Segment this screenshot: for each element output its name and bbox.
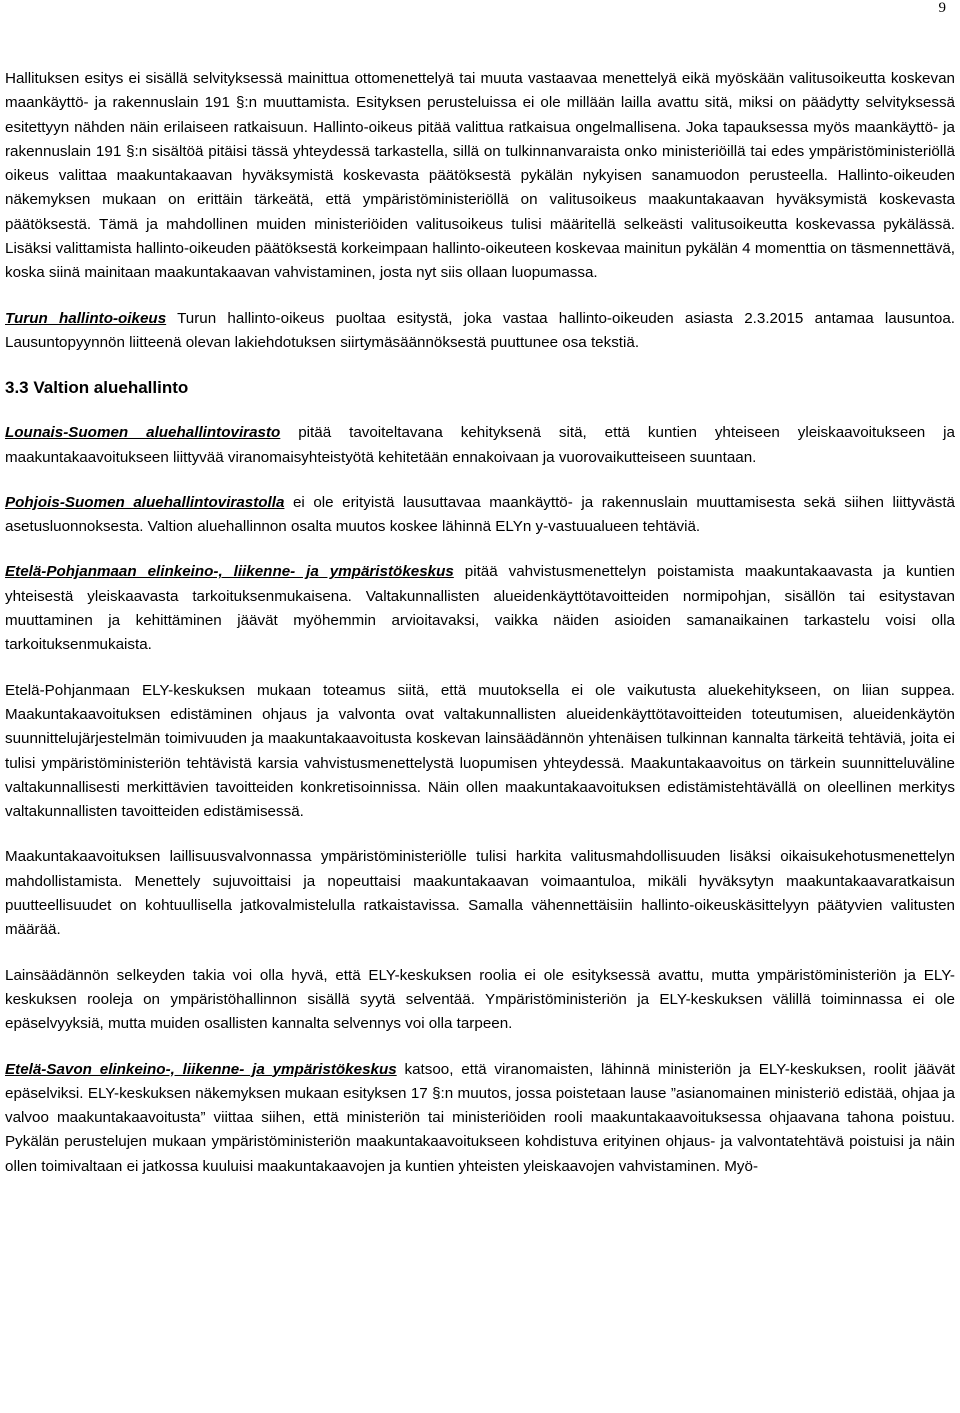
paragraph-7: Maakuntakaavoituksen laillisuusvalvonnassa ympäristöministeriölle tulisi harkita valitusmahdollisuuden lisäksi oikaisukehotusmenettelyn mahdollistamista. Menettely sujuvoittaisi ja nopeuttaisi maakuntakaavan voimaantuloa, mikäli hyväksytyn maakuntakaavaratkaisun puutteellisuudet on kohtuullisella jatkovalmistelulla ratkaistavissa. Samalla vähennettäisiin hallinto-oikeuskäsittelyyn päätyvien valitusten määrää. (5, 848, 955, 939)
paragraph-5-text: pitää vahvistusmenettelyn poistamista maakuntakaavasta ja kuntien yhteisestä yleiskaavasta tarkoituksenmukaisena. Valtakunnallisten alueidenkäyttötavoitteiden normipohjan, sisällön tai esitystavan muuttaminen ja kehittäminen jäävät myöhemmin arvioitavaksi, vaikka näiden asioiden samanaikainen tarkastelu voisi olla tarkoituksenmukaista. (5, 563, 955, 654)
org-name: Etelä-Savon elinkeino-, liikenne- ja ympäristökeskus (5, 1060, 397, 1078)
page-number: 9 (938, 0, 946, 16)
paragraph-5 (5, 560, 955, 657)
paragraph-4 (5, 491, 955, 540)
paragraph-2 (5, 307, 955, 356)
paragraph-4-text: ei ole erityistä lausuttavaa maankäyttö- ja rakennuslain muuttamisesta sekä siihen liittyvästä asetusluonnoksesta. Valtion aluehallinnon osalta muutos koskee lähinnä ELYn y-vastuualueen tehtäviä. (5, 493, 955, 536)
paragraph-6: Etelä-Pohjanmaan ELY-keskuksen mukaan toteamus siitä, että muutoksella ei ole vaikutusta aluekehitykseen, on liian suppea. Maakuntakaavoituksen edistäminen ohjaus ja valvonta ovat valtakunnallisten alueidenkäyttötavoitteiden toteutumisen, alueidenkäytön suunnittelujärjestelmän toimivuuden ja maakuntakaavoitusta koskevan lainsäädännön yhtenäisen tulkinnan kannalta tärkeitä tehtäviä, joita ei tulisi ympäristöministeriön tehtävistä karsia vahvistusmenettelystä luopumisen yhteydessä. Maakuntakaavoitus on tärkein suunnitteluväline valtakunnallisesti merkittävien tavoitteiden konkretisoinnissa. Näin ollen maakuntakaavoituksen edistämistehtävällä on oleellinen merkitys valtakunnallisten tavoitteiden edistämisessä. (5, 681, 955, 821)
paragraph-2-text: Turun hallinto-oikeus puoltaa esitystä, joka vastaa hallinto-oikeuden asiasta 2.3.2015 antamaa lausuntoa. Lausuntopyynnön liitteenä olevan lakiehdotuksen siirtymäsäännöksestä puuttunee osa tekstiä. (5, 309, 955, 351)
document-body (5, 67, 955, 1179)
section-heading: 3.3 Valtion aluehallinto (5, 378, 189, 398)
org-name: Etelä-Pohjanmaan elinkeino-, liikenne- ja ympäristökeskus (5, 563, 454, 581)
org-name: Turun hallinto-oikeus (5, 309, 167, 327)
paragraph-3 (5, 421, 955, 470)
paragraph-1: Hallituksen esitys ei sisällä selvityksessä mainittua ottomenettelyä tai muuta vastaavaa menettelyä eikä myöskään valitusoikeutta koskevan maankäyttö- ja rakennuslain 191 §:n muuttamista. Esityksen perusteluissa ei ole millään lailla avattu sitä, miksi on päädytty selvityksessä esitettyyn nähden näin erilaiseen ratkaisuun. Hallinto-oikeus pitää valittua ratkaisua ongelmallisena. Joka tapauksessa myös maankäyttö- ja rakennuslain 191 §:n sisältöä pitäisi tässä yhteydessä tarkastella, sillä on tulkinnanvaraista onko ministeriöillä tai edes ympäristöministeriöllä oikeus valittaa maakuntakaavan hyväksymistä koskevasta päätöksestä pykälän nykyisen sanamuodon perusteella. Hallinto-oikeuden näkemyksen mukaan on erittäin tärkeätä, että ympäristöministeriöllä on valitusoikeus maakuntakaavan hyväksymistä koskevasta päätöksestä. Tämä ja mahdollinen muiden ministeriöiden valitusoikeus tulisi määritellä selkeästi valitusoikeutta koskevassa pykälässä. Lisäksi valittamista hallinto-oikeuden päätöksestä korkeimpaan hallinto-oikeuteen koskevaa mainitun pykälän 4 momenttia on täsmennettävä, koska siinä mainitaan maakuntakaavan vahvistaminen, josta nyt siis ollaan luopumassa. (5, 70, 955, 282)
paragraph-3-text: pitää tavoiteltavana kehityksenä sitä, että kuntien yhteiseen yleiskaavoitukseen ja maakuntakaavoitukseen liittyvää viranomaisyhteistyötä kehitetään ennakoivaan ja vuorovaikutteiseen suuntaan. (5, 424, 955, 466)
paragraph-9 (5, 1058, 955, 1179)
org-name: Lounais-Suomen aluehallintovirasto (5, 424, 281, 442)
paragraph-8: Lainsäädännön selkeyden takia voi olla hyvä, että ELY-keskuksen roolia ei ole esityksessä avattu, mutta ympäristöministeriön ja ELY-keskuksen rooleja on ympäristöhallinnon sisällä syytä selventää. Ympäristöministeriön ja ELY-keskuksen välillä toiminnassa ei ole epäselvyyksiä, mutta muiden osallisten kannalta selvennys voi olla tarpeen. (5, 966, 955, 1033)
paragraph-9-text: katsoo, että viranomaisten, lähinnä ministeriön ja ELY-keskuksen, roolit jäävät epäselviksi. ELY-keskuksen näkemyksen mukaan esityksen 17 §:n muutos, jossa poistetaan lause ”asianomainen ministeriö edistää, ohjaa ja valvoo maakuntakaavoitusta” viittaa siihen, että ministeriön tai ministeriöiden rooli maakuntakaavoituksessa ohjaavana tahona poistuu. Pykälän perustelujen mukaan ympäristöministeriön maakuntakaavoitukseen kohdistuva erityinen ohjaus- ja valvontatehtävä poistuisi ja näin ollen toimivaltaan ei jatkossa kuuluisi maakuntakaavojen ja kuntien yhteisten yleiskaavojen vahvistaminen. Myö- (5, 1060, 955, 1175)
org-name: Pohjois-Suomen aluehallintovirastolla (5, 493, 285, 511)
